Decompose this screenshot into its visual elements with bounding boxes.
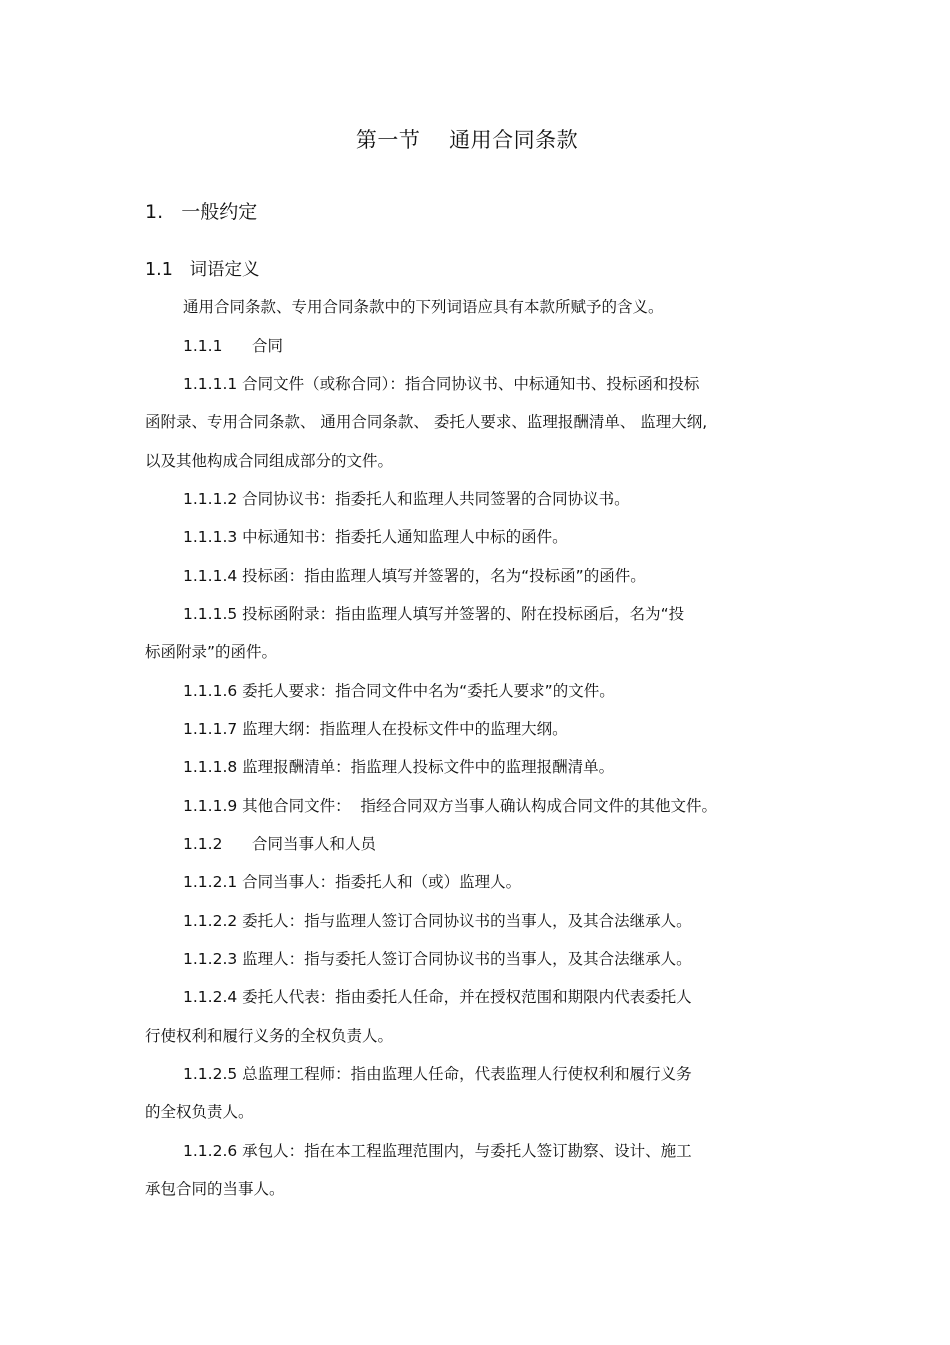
paragraph-line: 1.1.1 合同 [183, 337, 284, 355]
paragraph-line: 函附录、专用合同条款、 通用合同条款、 委托人要求、监理报酬清单、 监理大纲, [145, 413, 708, 431]
paragraph-line: 1.1.2.6 承包人：指在本工程监理范围内，与委托人签订勘察、设计、施工 [183, 1142, 692, 1160]
paragraph-line: 1.1.1.9 其他合同文件： 指经合同双方当事人确认构成合同文件的其他文件。 [183, 797, 718, 815]
heading-definitions: 1.1 词语定义 [145, 260, 260, 280]
paragraph-line: 通用合同条款、专用合同条款中的下列词语应具有本款所赋予的含义。 [183, 298, 664, 316]
paragraph-line: 1.1.2.1 合同当事人：指委托人和（或）监理人。 [183, 873, 522, 891]
paragraph-line: 1.1.1.6 委托人要求：指合同文件中名为“委托人要求”的文件。 [183, 682, 615, 700]
paragraph-line: 1.1.2 合同当事人和人员 [183, 835, 377, 853]
paragraph-line: 1.1.1.4 投标函：指由监理人填写并签署的，名为“投标函”的函件。 [183, 567, 646, 585]
paragraph-line: 1.1.2.2 委托人：指与监理人签订合同协议书的当事人，及其合法继承人。 [183, 912, 692, 930]
paragraph-line: 1.1.1.8 监理报酬清单：指监理人投标文件中的监理报酬清单。 [183, 758, 615, 776]
paragraph-line: 标函附录”的函件。 [145, 643, 278, 661]
paragraph-line: 1.1.2.5 总监理工程师：指由监理人任命，代表监理人行使权利和履行义务 [183, 1065, 692, 1083]
paragraph-line: 行使权利和履行义务的全权负责人。 [145, 1027, 394, 1045]
paragraph-line: 的全权负责人。 [145, 1103, 254, 1121]
paragraph-line: 1.1.2.3 监理人：指与委托人签订合同协议书的当事人，及其合法继承人。 [183, 950, 692, 968]
paragraph-line: 1.1.1.1 合同文件（或称合同）：指合同协议书、中标通知书、投标函和投标 [183, 375, 700, 393]
paragraph-line: 1.1.1.7 监理大纲：指监理人在投标文件中的监理大纲。 [183, 720, 568, 738]
paragraph-line: 1.1.1.3 中标通知书：指委托人通知监理人中标的函件。 [183, 528, 568, 546]
paragraph-line: 1.1.1.2 合同协议书：指委托人和监理人共同签署的合同协议书。 [183, 490, 630, 508]
paragraph-line: 1.1.1.5 投标函附录：指由监理人填写并签署的、附在投标函后，名为“投 [183, 605, 685, 623]
section-title: 第一节 通用合同条款 [355, 128, 579, 152]
paragraph-line: 以及其他构成合同组成部分的文件。 [145, 452, 394, 470]
paragraph-line: 1.1.2.4 委托人代表：指由委托人任命，并在授权范围和期限内代表委托人 [183, 988, 692, 1006]
heading-general-provisions: 1. 一般约定 [145, 201, 258, 223]
paragraph-line: 承包合同的当事人。 [145, 1180, 285, 1198]
